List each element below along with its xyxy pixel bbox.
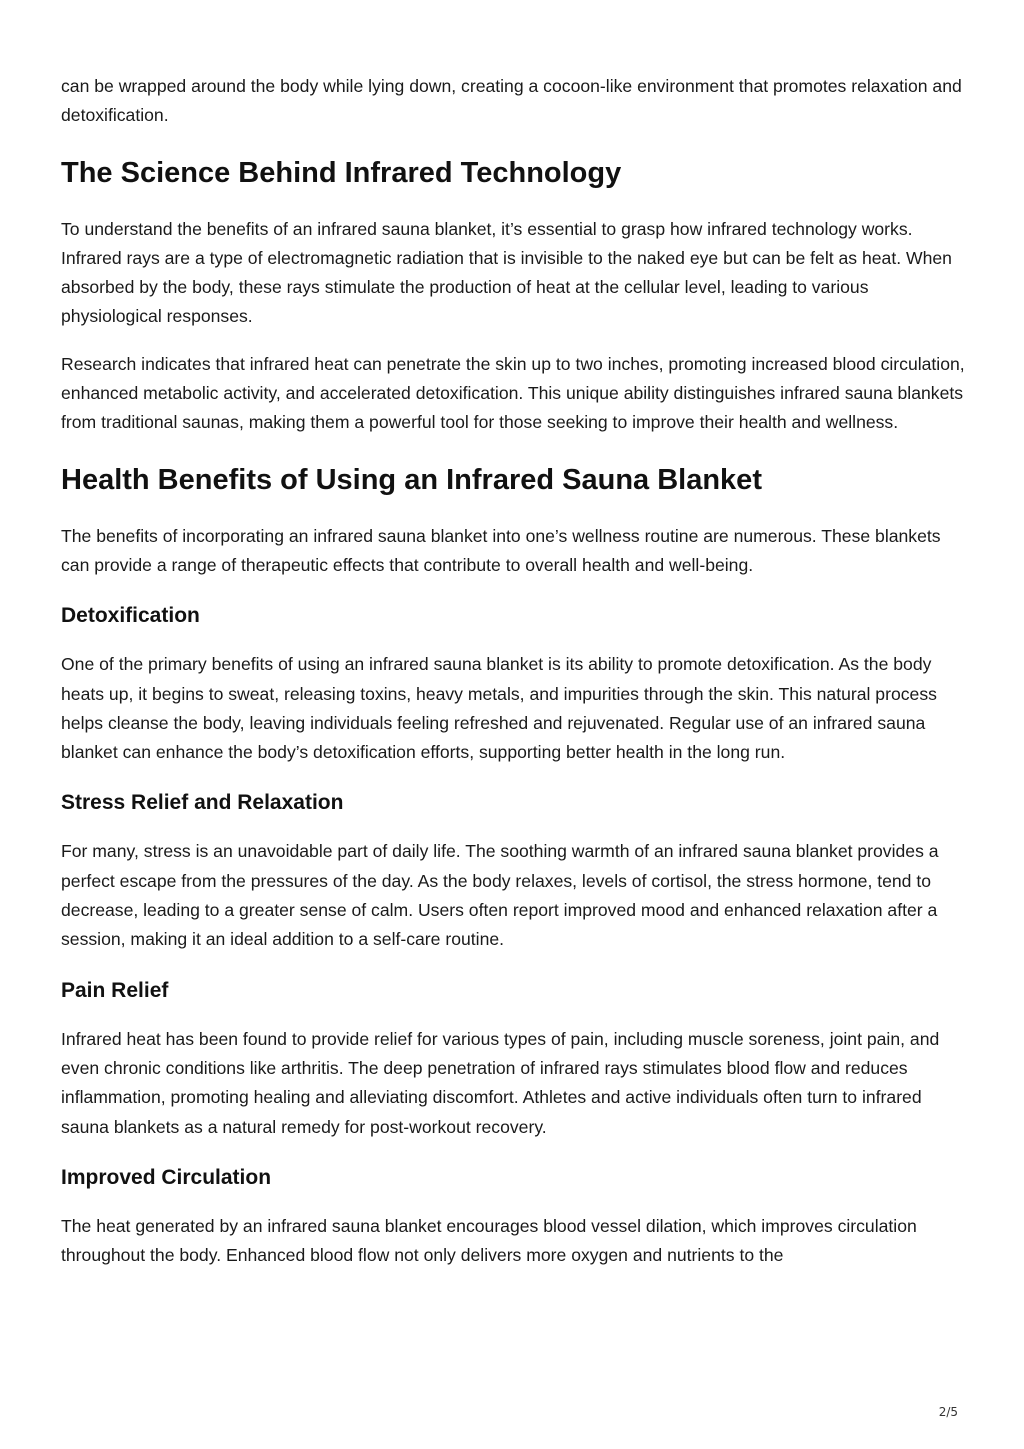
pain-heading: Pain Relief xyxy=(61,978,169,1002)
page-number: 2/5 xyxy=(938,1405,958,1419)
health-benefits-paragraph: The benefits of incorporating an infrared sauna blanket into one’s wellness routine are numerous. These blankets can provide a range of therapeutic effects that contribute to overall health and well-being. xyxy=(61,525,941,575)
health-benefits-heading: Health Benefits of Using an Infrared Sauna Blanket xyxy=(61,463,762,496)
pain-paragraph: Infrared heat has been found to provide relief for various types of pain, including muscle soreness, joint pain, and even chronic conditions like arthritis. The deep penetration of infrared rays stimulates blood flow and reduces inflammation, promoting healing and alleviating discomfort. Athletes and active individuals often turn to infrared sauna blankets as a natural remedy for post-workout recovery. xyxy=(61,1028,940,1137)
science-paragraph-1: To understand the benefits of an infrared sauna blanket, it’s essential to grasp how infrared technology works. Infrared rays are a type of electromagnetic radiation that is invisible to the naked eye but can be felt as heat. When absorbed by the body, these rays stimulate the production of heat at the cellular level, leading to various physiological responses. xyxy=(61,218,952,327)
science-paragraph-2: Research indicates that infrared heat can penetrate the skin up to two inches, promoting increased blood circulation, enhanced metabolic activity, and accelerated detoxification. This unique ability distinguishes infrared sauna blankets from traditional saunas, making them a powerful tool for those seeking to improve their health and wellness. xyxy=(61,353,965,433)
document-page xyxy=(61,72,966,1288)
science-heading: The Science Behind Infrared Technology xyxy=(61,156,622,189)
detox-heading: Detoxification xyxy=(61,604,200,628)
stress-paragraph: For many, stress is an unavoidable part of daily life. The soothing warmth of an infrared sauna blanket provides a perfect escape from the pressures of the day. As the body relaxes, levels of cortisol, the stress hormone, tend to decrease, leading to a greater sense of calm. Users often report improved mood and enhanced relaxation after a session, making it an ideal addition to a self-care routine. xyxy=(61,841,939,950)
stress-heading: Stress Relief and Relaxation xyxy=(61,791,344,815)
circulation-heading: Improved Circulation xyxy=(61,1165,272,1189)
intro-fragment-paragraph: can be wrapped around the body while lying down, creating a cocoon-like environment that promotes relaxation and detoxification. xyxy=(61,76,962,126)
detox-paragraph: One of the primary benefits of using an infrared sauna blanket is its ability to promote detoxification. As the body heats up, it begins to sweat, releasing toxins, heavy metals, and impurities through the skin. This natural process helps cleanse the body, leaving individuals feeling refreshed and rejuvenated. Regular use of an infrared sauna blanket can enhance the body’s detoxification efforts, supporting better health in the long run. xyxy=(61,654,937,763)
circulation-paragraph: The heat generated by an infrared sauna blanket encourages blood vessel dilation, which improves circulation throughout the body. Enhanced blood flow not only delivers more oxygen and nutrients to the xyxy=(61,1215,917,1266)
